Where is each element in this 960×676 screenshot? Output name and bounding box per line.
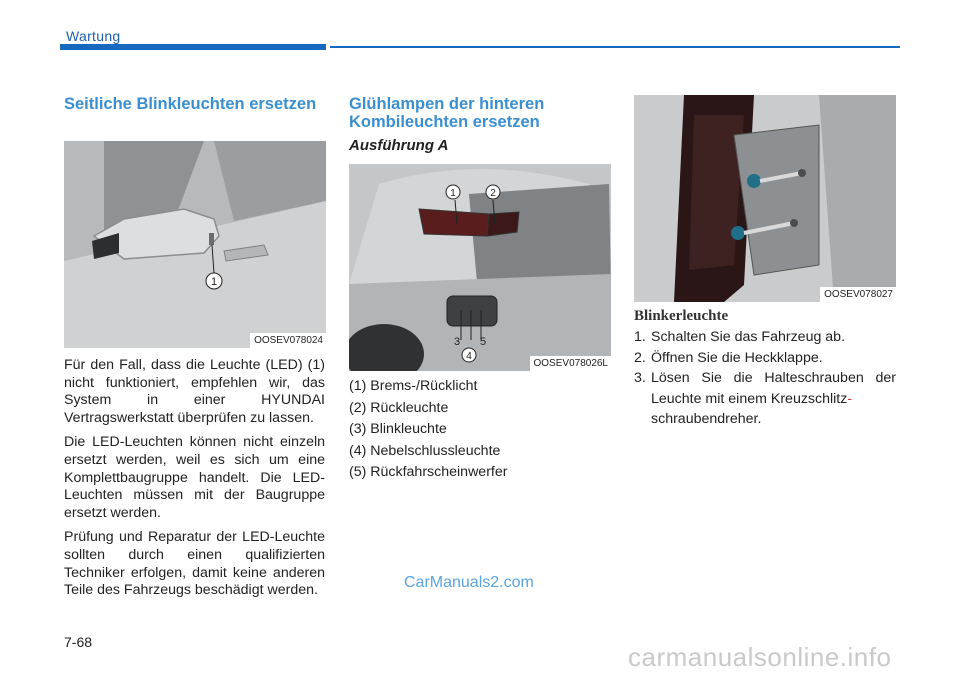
step-text: Lösen Sie die Halteschrauben der Leuchte mit einem Kreuzschlitz — [651, 370, 896, 407]
step-text: Schalten Sie das Fahrzeug ab. — [651, 329, 846, 345]
hyphen-mark: - — [847, 390, 853, 407]
list-item: (2) Rückleuchte — [349, 399, 449, 416]
paragraph: Für den Fall, dass die Leuchte (LED) (1) nicht funktioniert, empfehlen wir, das System in einer HYUNDAI Vertragswerkstatt überprüfen zu lassen. — [64, 357, 325, 426]
callout-2: 2 — [490, 188, 496, 199]
variant-subtitle: Ausführung A — [349, 137, 449, 154]
step-text-continued: schraubendreher. — [651, 411, 762, 427]
rear-lamps-image — [349, 164, 611, 371]
step-text: Öffnen Sie die Heckklappe. — [651, 349, 823, 366]
step-3 — [634, 368, 896, 430]
step-number: 2. — [634, 349, 646, 366]
side-mirror-illustration — [64, 141, 326, 348]
image-caption: OOSEV078024 — [250, 333, 326, 348]
section-label: Wartung — [66, 28, 121, 44]
side-mirror-image — [64, 141, 326, 348]
paragraph: Prüfung und Reparatur der LED-Leuchte sollten durch einen qualifizierten Techniker erfolgen, damit keine anderen Teile des Fahrzeugs beschädigt werden. — [64, 529, 325, 599]
image-caption: OOSEV078027 — [820, 287, 896, 302]
step-1 — [634, 327, 896, 348]
left-section-title: Seitliche Blinkleuchten ersetzen — [64, 95, 317, 113]
watermark-link[interactable]: CarManuals2.com — [404, 574, 534, 591]
bracket-illustration — [634, 95, 896, 302]
middle-section-title: Glühlampen der hinteren Kombileuchten ersetzen — [349, 95, 545, 131]
left-body-text — [64, 357, 325, 607]
callout-3: 3 — [453, 336, 461, 348]
list-item: (5) Rückfahrscheinwerfer — [349, 464, 508, 480]
callout-1: 1 — [450, 188, 456, 199]
header-rule-thin — [330, 46, 900, 48]
rear-lamps-illustration — [349, 164, 611, 371]
step-number: 1. — [634, 329, 646, 345]
page-number: 7-68 — [64, 634, 93, 650]
header-rule-thick — [60, 44, 326, 50]
bracket-image — [634, 95, 896, 302]
lamp-list — [349, 376, 611, 484]
image-caption: OOSEV078026L — [530, 356, 612, 371]
callout-1: 1 — [210, 276, 218, 288]
paragraph: Die LED-Leuchten können nicht einzeln ersetzt werden, weil es sich um eine Komplettbaugruppe handelt. Die LED-Leuchten müssen mit der Baugruppe ersetzt werden. — [64, 434, 325, 521]
list-item: (4) Nebelschlussleuchte — [349, 442, 501, 459]
step-2 — [634, 348, 896, 369]
list-item: (3) Blinkleuchte — [349, 421, 447, 437]
callout-5: 5 — [479, 336, 487, 348]
list-item: (1) Brems-/Rücklicht — [349, 378, 478, 394]
steps-list — [634, 327, 896, 430]
callout-4: 4 — [466, 351, 472, 362]
footer-watermark[interactable]: carmanualsonline.info — [628, 642, 892, 672]
step-number: 3. — [634, 370, 646, 386]
subsection-heading: Blinkerleuchte — [634, 308, 729, 324]
